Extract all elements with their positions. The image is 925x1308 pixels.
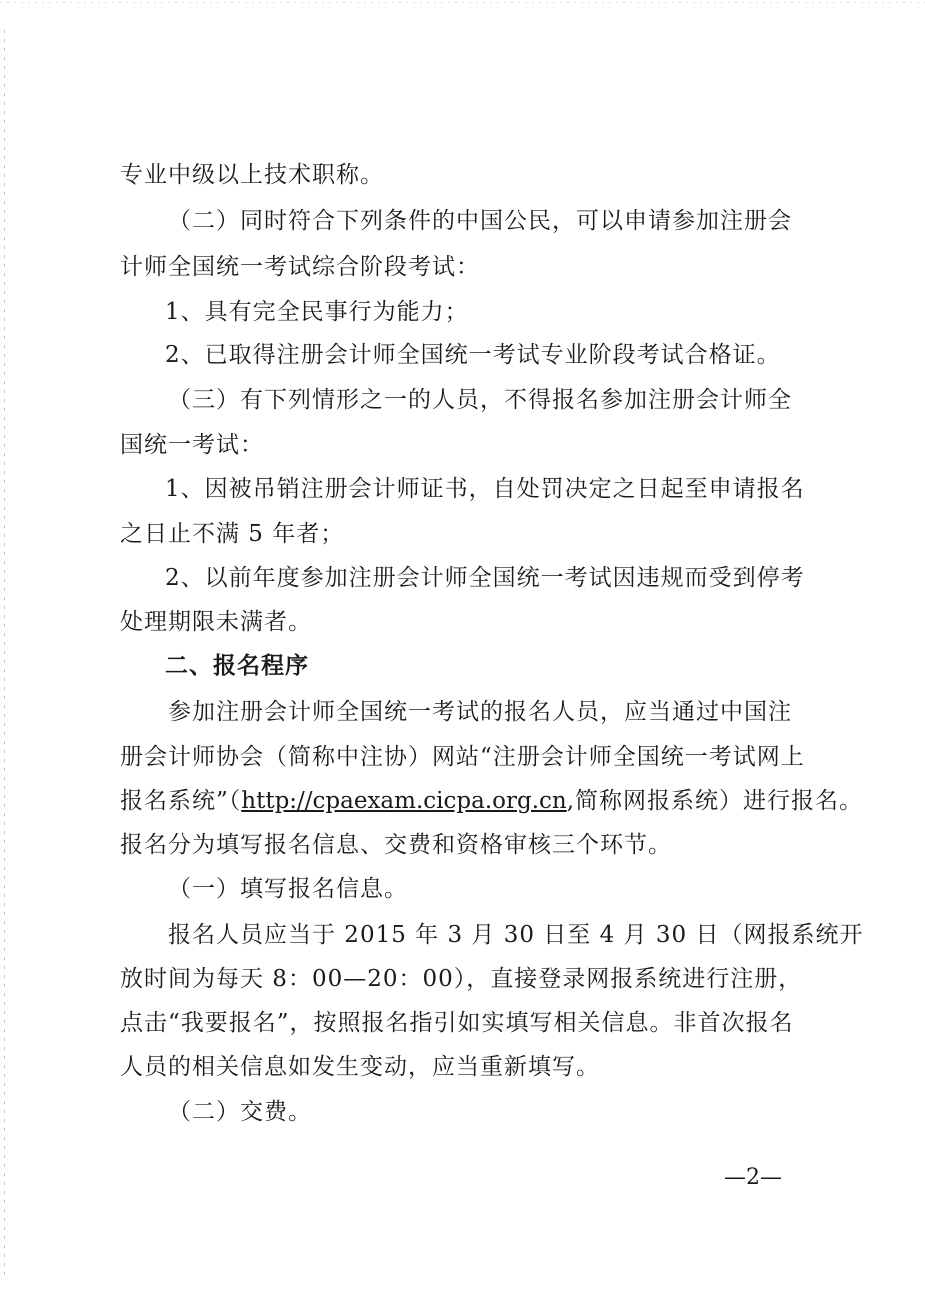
text-line-1: 专业中级以上技术职称。 [120,162,384,188]
page-number: —2— [724,1165,782,1190]
text-line-15-start: 报名系统”（ [120,788,242,814]
text-line-8: 1、因被吊销注册会计师证书，自处罚决定之日起至申请报名 [165,476,805,502]
text-line-6: （三）有下列情形之一的人员，不得报名参加注册会计师全 [168,387,792,413]
text-line-11: 处理期限未满者。 [120,609,312,635]
text-line-21: 人员的相关信息如发生变动，应当重新填写。 [120,1054,600,1080]
text-line-19: 放时间为每天 8：00—20：00），直接登录网报系统进行注册， [120,966,803,992]
url-link[interactable]: http://cpaexam.cicpa.org.cn [241,788,567,814]
text-line-9: 之日止不满 5 年者； [120,521,345,547]
text-line-15 [120,786,863,816]
text-line-22: （二）交费。 [168,1099,312,1125]
text-line-5: 2、已取得注册会计师全国统一考试专业阶段考试合格证。 [165,342,781,368]
text-line-4: 1、具有完全民事行为能力； [165,299,469,325]
text-line-18: 报名人员应当于 2015 年 3 月 30 日至 4 月 30 日（网报系统开 [168,922,864,948]
scan-edge-top [0,2,925,3]
text-line-20: 点击“我要报名”，按照报名指引如实填写相关信息。非首次报名 [120,1010,794,1036]
text-line-14: 册会计师协会（简称中注协）网站“注册会计师全国统一考试网上 [120,744,805,770]
text-line-13: 参加注册会计师全国统一考试的报名人员，应当通过中国注 [168,699,792,725]
scan-edge-left [4,30,5,1280]
text-line-10: 2、以前年度参加注册会计师全国统一考试因违规而受到停考 [165,565,805,591]
text-line-17: （一）填写报名信息。 [168,876,408,902]
text-line-16: 报名分为填写报名信息、交费和资格审核三个环节。 [120,832,672,858]
text-line-15-end: ,简称网报系统）进行报名。 [566,788,864,814]
text-line-2: （二）同时符合下列条件的中国公民，可以申请参加注册会 [168,208,792,234]
text-line-3: 计师全国统一考试综合阶段考试： [120,254,480,280]
text-line-7: 国统一考试： [120,432,264,458]
section-heading: 二、报名程序 [165,652,309,679]
